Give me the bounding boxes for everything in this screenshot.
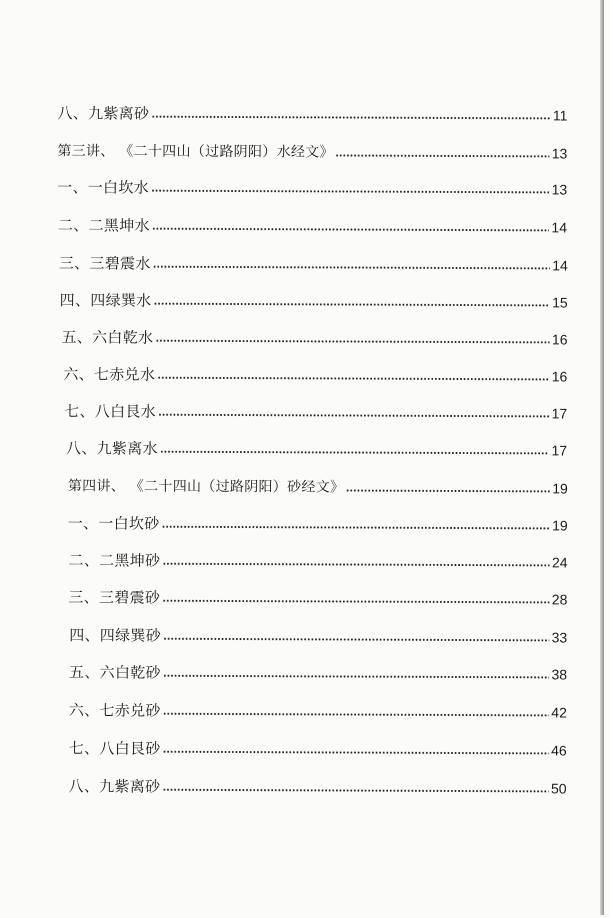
toc-entry-label: 四、四绿巽砂 — [69, 626, 162, 645]
toc-entry[interactable] — [66, 435, 567, 459]
toc-leader-dots — [158, 412, 550, 420]
toc-entry-page: 19 — [552, 480, 568, 497]
toc-entry-label: 二、二黑坤砂 — [68, 551, 161, 570]
toc-entry-page: 15 — [552, 294, 568, 311]
toc-chapter-label: 第三讲、 《二十四山（过路阴阳）水经文》 — [57, 143, 334, 161]
toc-entry-label: 八、九紫离砂 — [57, 104, 150, 123]
toc-leader-dots — [336, 152, 550, 159]
toc-entry[interactable] — [57, 100, 567, 124]
toc-entry-label: 七、八白艮砂 — [68, 739, 161, 758]
toc-leader-dots — [151, 114, 551, 122]
toc-leader-dots — [346, 488, 550, 495]
toc-entry-page: 28 — [551, 591, 568, 608]
toc-entry-page: 24 — [551, 554, 568, 571]
toc-leader-dots — [162, 598, 550, 606]
toc-leader-dots — [151, 188, 550, 196]
toc-chapter-label: 第四讲、 《二十四山（过路阴阳）砂经文》 — [67, 478, 345, 496]
toc-leader-dots — [162, 524, 551, 532]
toc-leader-dots — [152, 226, 550, 234]
toc-entry[interactable] — [64, 398, 567, 422]
toc-entry[interactable] — [57, 174, 567, 198]
toc-entry[interactable] — [69, 659, 567, 683]
toc-leader-dots — [163, 711, 550, 719]
toc-entry[interactable] — [69, 622, 567, 646]
toc-chapter-heading[interactable] — [57, 138, 567, 162]
toc-entry[interactable] — [68, 510, 568, 534]
toc-entry-page: 13 — [551, 181, 568, 198]
toc-entry-page: 42 — [551, 704, 567, 721]
toc-entry[interactable] — [69, 547, 568, 571]
toc-entry-label: 三、三碧震水 — [58, 254, 151, 273]
toc-leader-dots — [162, 561, 550, 569]
toc-entry-label: 八、九紫离水 — [66, 439, 158, 458]
toc-entry-label: 五、六白乾水 — [61, 328, 154, 347]
toc-entry-label: 七、八白艮水 — [64, 402, 157, 421]
toc-entry[interactable] — [69, 735, 567, 759]
toc-entry-label: 八、九紫离砂 — [68, 777, 161, 796]
toc-entry-label: 一、一白坎砂 — [67, 514, 160, 533]
toc-entry-label: 三、三碧震砂 — [68, 588, 161, 607]
toc-entry-page: 17 — [551, 405, 568, 422]
toc-entry-page: 46 — [551, 742, 567, 759]
toc-leader-dots — [153, 264, 551, 272]
toc-entry[interactable] — [68, 584, 567, 608]
toc-entry[interactable] — [58, 212, 567, 236]
toc-entry[interactable] — [69, 773, 567, 797]
toc-leader-dots — [155, 338, 550, 346]
toc-leader-dots — [163, 673, 550, 681]
toc-leader-dots — [157, 375, 550, 383]
toc-entry-label: 六、七赤兑砂 — [68, 701, 161, 720]
toc-entry-label: 一、一白坎水 — [57, 178, 150, 197]
toc-leader-dots — [163, 636, 550, 644]
toc-leader-dots — [160, 449, 550, 457]
toc-entry-label: 四、四绿巽水 — [59, 291, 152, 310]
toc-chapter-heading[interactable] — [68, 473, 568, 497]
toc-entry-page: 11 — [552, 107, 568, 124]
toc-entry-page: 13 — [551, 145, 568, 162]
toc-entry-page: 17 — [551, 442, 568, 459]
toc-entry-page: 14 — [552, 257, 568, 274]
toc-entry[interactable] — [61, 324, 567, 348]
toc-leader-dots — [163, 749, 550, 757]
toc-entry-page: 16 — [551, 331, 568, 348]
toc-entry-page: 14 — [551, 219, 568, 236]
toc-entry-page: 16 — [551, 368, 568, 385]
toc-entry-label: 五、六白乾砂 — [69, 663, 161, 682]
toc-entry[interactable] — [60, 287, 568, 311]
toc-entry-label: 二、二黑坤水 — [57, 216, 150, 235]
toc-entry-page: 50 — [550, 780, 567, 797]
toc-entry-page: 33 — [551, 629, 568, 646]
toc-entry[interactable] — [69, 697, 567, 721]
toc-entry-page: 38 — [551, 666, 568, 683]
toc-entry[interactable] — [63, 361, 567, 385]
toc-leader-dots — [162, 787, 549, 795]
toc-leader-dots — [153, 301, 550, 309]
toc-entry-page: 19 — [552, 517, 568, 534]
toc-entry[interactable] — [59, 250, 568, 274]
toc-entry-label: 六、七赤兑水 — [63, 365, 156, 384]
